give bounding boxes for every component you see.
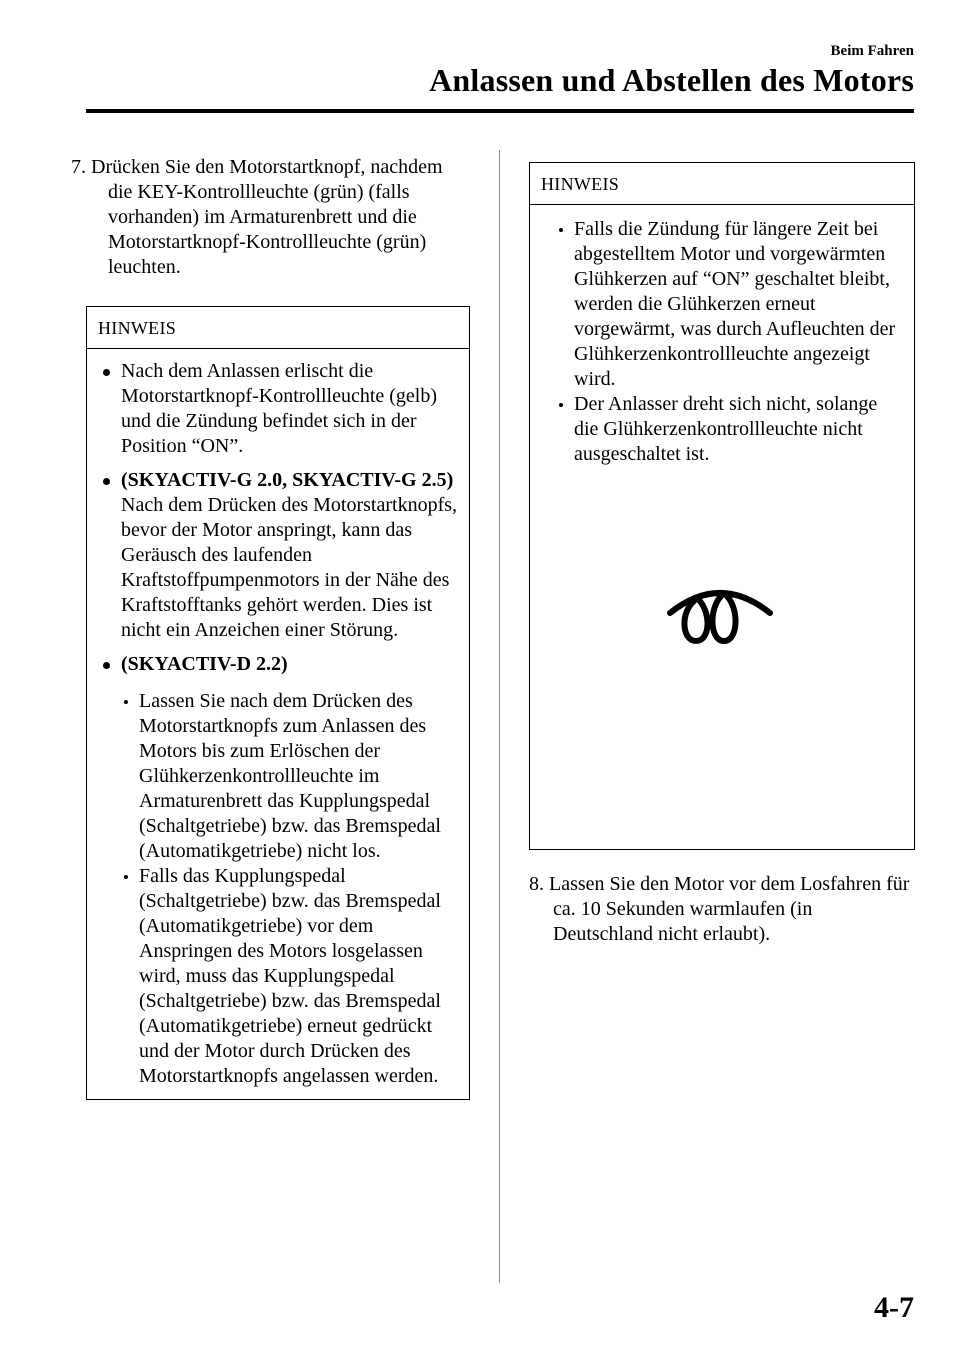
page-number: 4-7 <box>874 1291 914 1324</box>
note-heading: HINWEIS <box>530 163 914 205</box>
note-item <box>101 359 459 459</box>
note-box-left <box>86 306 470 1100</box>
bullet-icon <box>103 369 110 376</box>
note-subitem-text: Falls die Zündung für längere Zeit bei abgestelltem Motor und vorgewärmten Glühkerzen auf “ON” geschaltet bleibt, werden die Glühkerzen erneut vorgewärmt, was durch Aufleuchten der Glühkerzenkontrollleuchte angezeigt wird. <box>574 218 896 390</box>
note-body <box>87 349 469 1099</box>
note-subitem <box>101 689 459 864</box>
note-subitem <box>536 392 904 467</box>
note-item <box>101 652 459 677</box>
note-subitem-text: Der Anlasser dreht sich nicht, solange die Glühkerzenkontrollleuchte nicht ausgeschaltet ist. <box>574 393 878 465</box>
note-subitem <box>101 864 459 1089</box>
note-item-heading: (SKYACTIV-G 2.0, SKYACTIV-G 2.5) <box>121 469 454 491</box>
note-heading: HINWEIS <box>87 307 469 349</box>
column-divider <box>499 150 500 1283</box>
sub-bullet-icon <box>559 228 563 232</box>
note-item-text: Nach dem Anlassen erlischt die Motorstartknopf-Kontrollleuchte (gelb) und die Zündung befindet sich in der Position “ON”. <box>121 360 438 457</box>
sub-bullet-icon <box>124 875 128 879</box>
bullet-icon <box>103 478 110 485</box>
note-body <box>530 205 914 661</box>
sub-bullet-icon <box>559 403 563 407</box>
sub-bullet-icon <box>124 700 128 704</box>
header-rule <box>86 109 914 113</box>
bullet-icon <box>103 662 110 669</box>
note-box-right <box>529 162 915 850</box>
left-column <box>71 155 471 1100</box>
step-7: 7. Drücken Sie den Motorstartknopf, nachdem die KEY-Kontrollleuchte (grün) (falls vorhanden) im Armaturenbrett und die Motorstartknopf-Kontrollleuchte (grün) leuchten. <box>71 156 443 278</box>
note-subitem-text: Lassen Sie nach dem Drücken des Motorstartknopfs zum Anlassen des Motors bis zum Erlöschen der Glühkerzenkontrollleuchte im Armaturenbrett das Kupplungspedal (Schaltgetriebe) bzw. das Bremspedal (Automatikgetriebe) nicht los. <box>139 690 441 862</box>
note-item-heading: (SKYACTIV-D 2.2) <box>121 653 288 675</box>
glow-plug-indicator-icon <box>660 579 780 651</box>
step-8: 8. Lassen Sie den Motor vor dem Losfahren für ca. 10 Sekunden warmlaufen (in Deutschland nicht erlaubt). <box>529 873 910 945</box>
right-column <box>529 162 915 947</box>
section-label: Beim Fahren <box>830 43 914 59</box>
note-item <box>101 468 459 643</box>
note-subitem-text: Falls das Kupplungspedal (Schaltgetriebe) bzw. das Bremspedal (Automatikgetriebe) vor dem Anspringen des Motors losgelassen wird, muss das Kupplungspedal (Schaltgetriebe) bzw. das Bremspedal (Automatikgetriebe) erneut gedrückt und der Motor durch Drücken des Motorstartknopfs angelassen werden. <box>139 865 441 1087</box>
page-title: Anlassen und Abstellen des Motors <box>429 62 914 98</box>
note-item-text: Nach dem Drücken des Motorstartknopfs, bevor der Motor anspringt, kann das Geräusch des laufenden Kraftstoffpumpenmotors in der Nähe des Kraftstofftanks gehört werden. Dies ist nicht ein Anzeichen einer Störung. <box>121 494 458 641</box>
note-subitem <box>536 217 904 392</box>
icon-wrapper <box>536 579 904 651</box>
